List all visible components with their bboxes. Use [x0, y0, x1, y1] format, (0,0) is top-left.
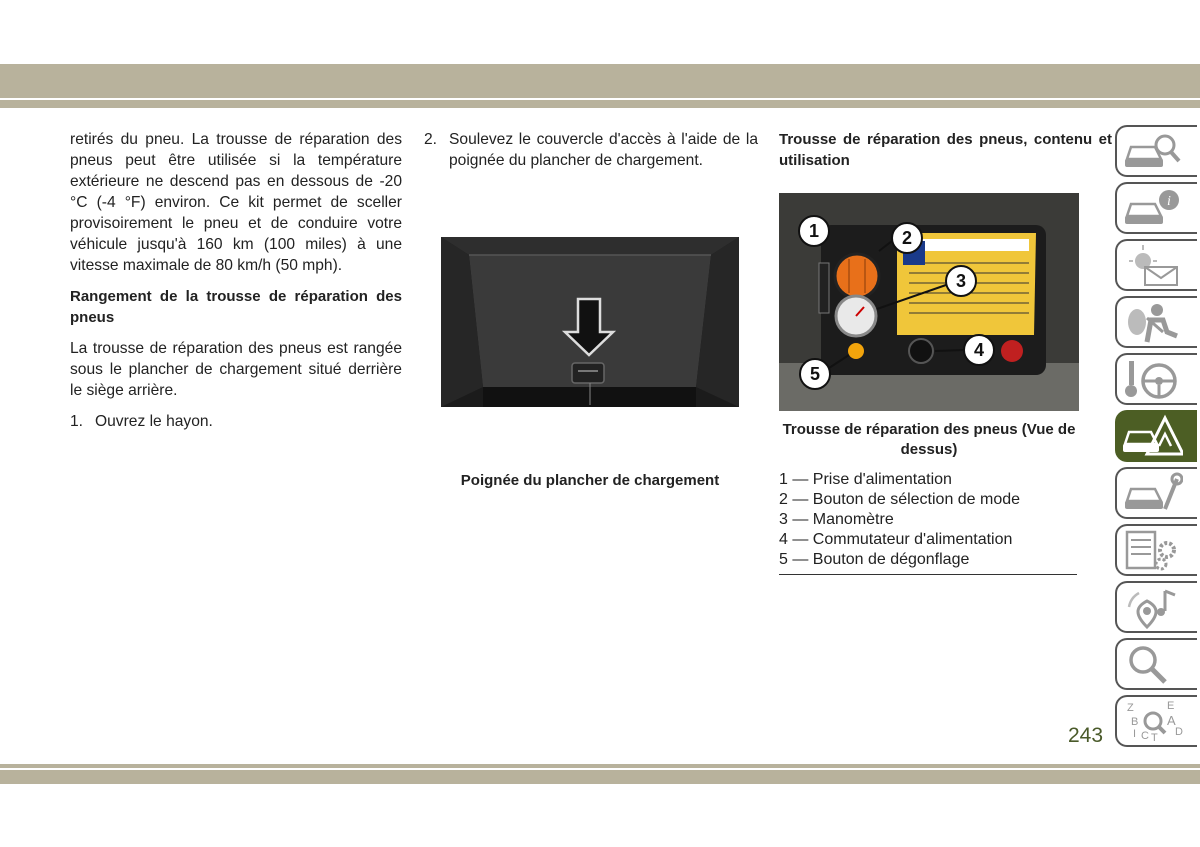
tab-multimedia[interactable] — [1115, 581, 1197, 633]
step-text: Ouvrez le hayon. — [95, 413, 213, 430]
svg-text:I: I — [1133, 728, 1137, 740]
magnifier-icon — [1121, 642, 1183, 686]
callout-2: 2 — [901, 228, 913, 248]
step-text: Soulevez le couvercle d'accès à l'aide de la poignée du plancher de chargement. — [449, 131, 758, 169]
page-number: 243 — [1068, 724, 1104, 747]
warning-light-mail-icon — [1121, 243, 1183, 287]
svg-text:C: C — [1141, 730, 1149, 742]
car-info-icon — [1121, 186, 1183, 230]
column-middle — [424, 129, 758, 171]
tab-index[interactable] — [1115, 695, 1197, 747]
document-gears-icon — [1121, 528, 1183, 572]
tab-in-case-of-emergency[interactable] — [1115, 410, 1197, 462]
column-right — [779, 129, 1112, 181]
airbag-passenger-icon — [1121, 300, 1183, 344]
footer-rule — [0, 764, 1200, 768]
svg-text:A: A — [1167, 713, 1176, 728]
tab-safety[interactable] — [1115, 296, 1197, 348]
figure-caption-cargo: Poignée du plancher de chargement — [460, 472, 720, 489]
legend-item: 1 — Prise d'alimentation — [779, 471, 952, 488]
power-switch — [909, 339, 933, 363]
footer-band — [0, 770, 1200, 784]
legend-item: 3 — Manomètre — [779, 511, 894, 528]
tab-vehicle-overview[interactable] — [1115, 125, 1197, 177]
tire-kit-photo — [779, 193, 1079, 411]
deflate-button — [848, 343, 864, 359]
chapter-tabs — [1115, 125, 1200, 752]
svg-text:T: T — [1151, 732, 1158, 743]
figure-caption-kit: Trousse de réparation des pneus (Vue de dessus) — [782, 421, 1076, 458]
intro-paragraph: retirés du pneu. La trousse de réparation des pneus peut être utilisée si la température extérieure ne descend pas en dessous de -20 °C (-4 °F) environ. Ce kit permet de sceller provisoirement le pneu et de conduire votre véhicule jusqu'à 160 km (100 miles) à une vitesse maximale de 80 km/h (50 mph). — [70, 131, 402, 274]
callout-1: 1 — [808, 221, 820, 241]
header-band — [0, 64, 1200, 98]
tab-customer-assistance[interactable] — [1115, 638, 1197, 690]
mode-select-knob — [835, 254, 879, 298]
svg-text:Z: Z — [1127, 702, 1134, 714]
svg-text:i: i — [1167, 194, 1171, 209]
svg-text:E: E — [1167, 700, 1175, 712]
tab-starting-operating[interactable] — [1115, 353, 1197, 405]
floor-handle — [572, 363, 604, 383]
tab-servicing-maintenance[interactable] — [1115, 467, 1197, 519]
car-wrench-icon — [1121, 471, 1183, 515]
legend-item: 4 — Commutateur d'alimentation — [779, 531, 1013, 548]
kit-legend — [779, 470, 1077, 575]
storage-paragraph: La trousse de réparation des pneus est rangée sous le plancher de chargement situé derrière le siège arrière. — [70, 340, 402, 399]
callout-4: 4 — [973, 340, 985, 360]
cargo-floor-photo — [441, 237, 739, 407]
step-number: 2. — [424, 131, 438, 148]
multimedia-icon — [1121, 585, 1183, 629]
step-number: 1. — [70, 413, 84, 430]
callout-3: 3 — [955, 271, 967, 291]
car-hazard-icon — [1121, 414, 1183, 458]
step-2 — [424, 129, 758, 171]
legend-item: 5 — Bouton de dégonflage — [779, 551, 970, 568]
step-1 — [70, 411, 402, 432]
svg-text:B: B — [1131, 716, 1139, 728]
tab-warning-lights[interactable] — [1115, 239, 1197, 291]
car-magnifier-icon — [1121, 129, 1183, 173]
header-rule — [0, 100, 1200, 108]
section-heading-kit: Trousse de réparation des pneus, contenu et utilisation — [779, 131, 1112, 169]
steering-wheel-key-icon — [1121, 357, 1183, 401]
alphabet-index-icon — [1121, 699, 1183, 743]
legend-item: 2 — Bouton de sélection de mode — [779, 491, 1021, 508]
column-left — [70, 129, 402, 432]
callout-5: 5 — [809, 364, 821, 384]
svg-text:D: D — [1175, 726, 1183, 738]
tab-vehicle-info[interactable] — [1115, 182, 1197, 234]
tab-technical-specifications[interactable] — [1115, 524, 1197, 576]
section-heading-storage: Rangement de la trousse de réparation des pneus — [70, 288, 402, 326]
